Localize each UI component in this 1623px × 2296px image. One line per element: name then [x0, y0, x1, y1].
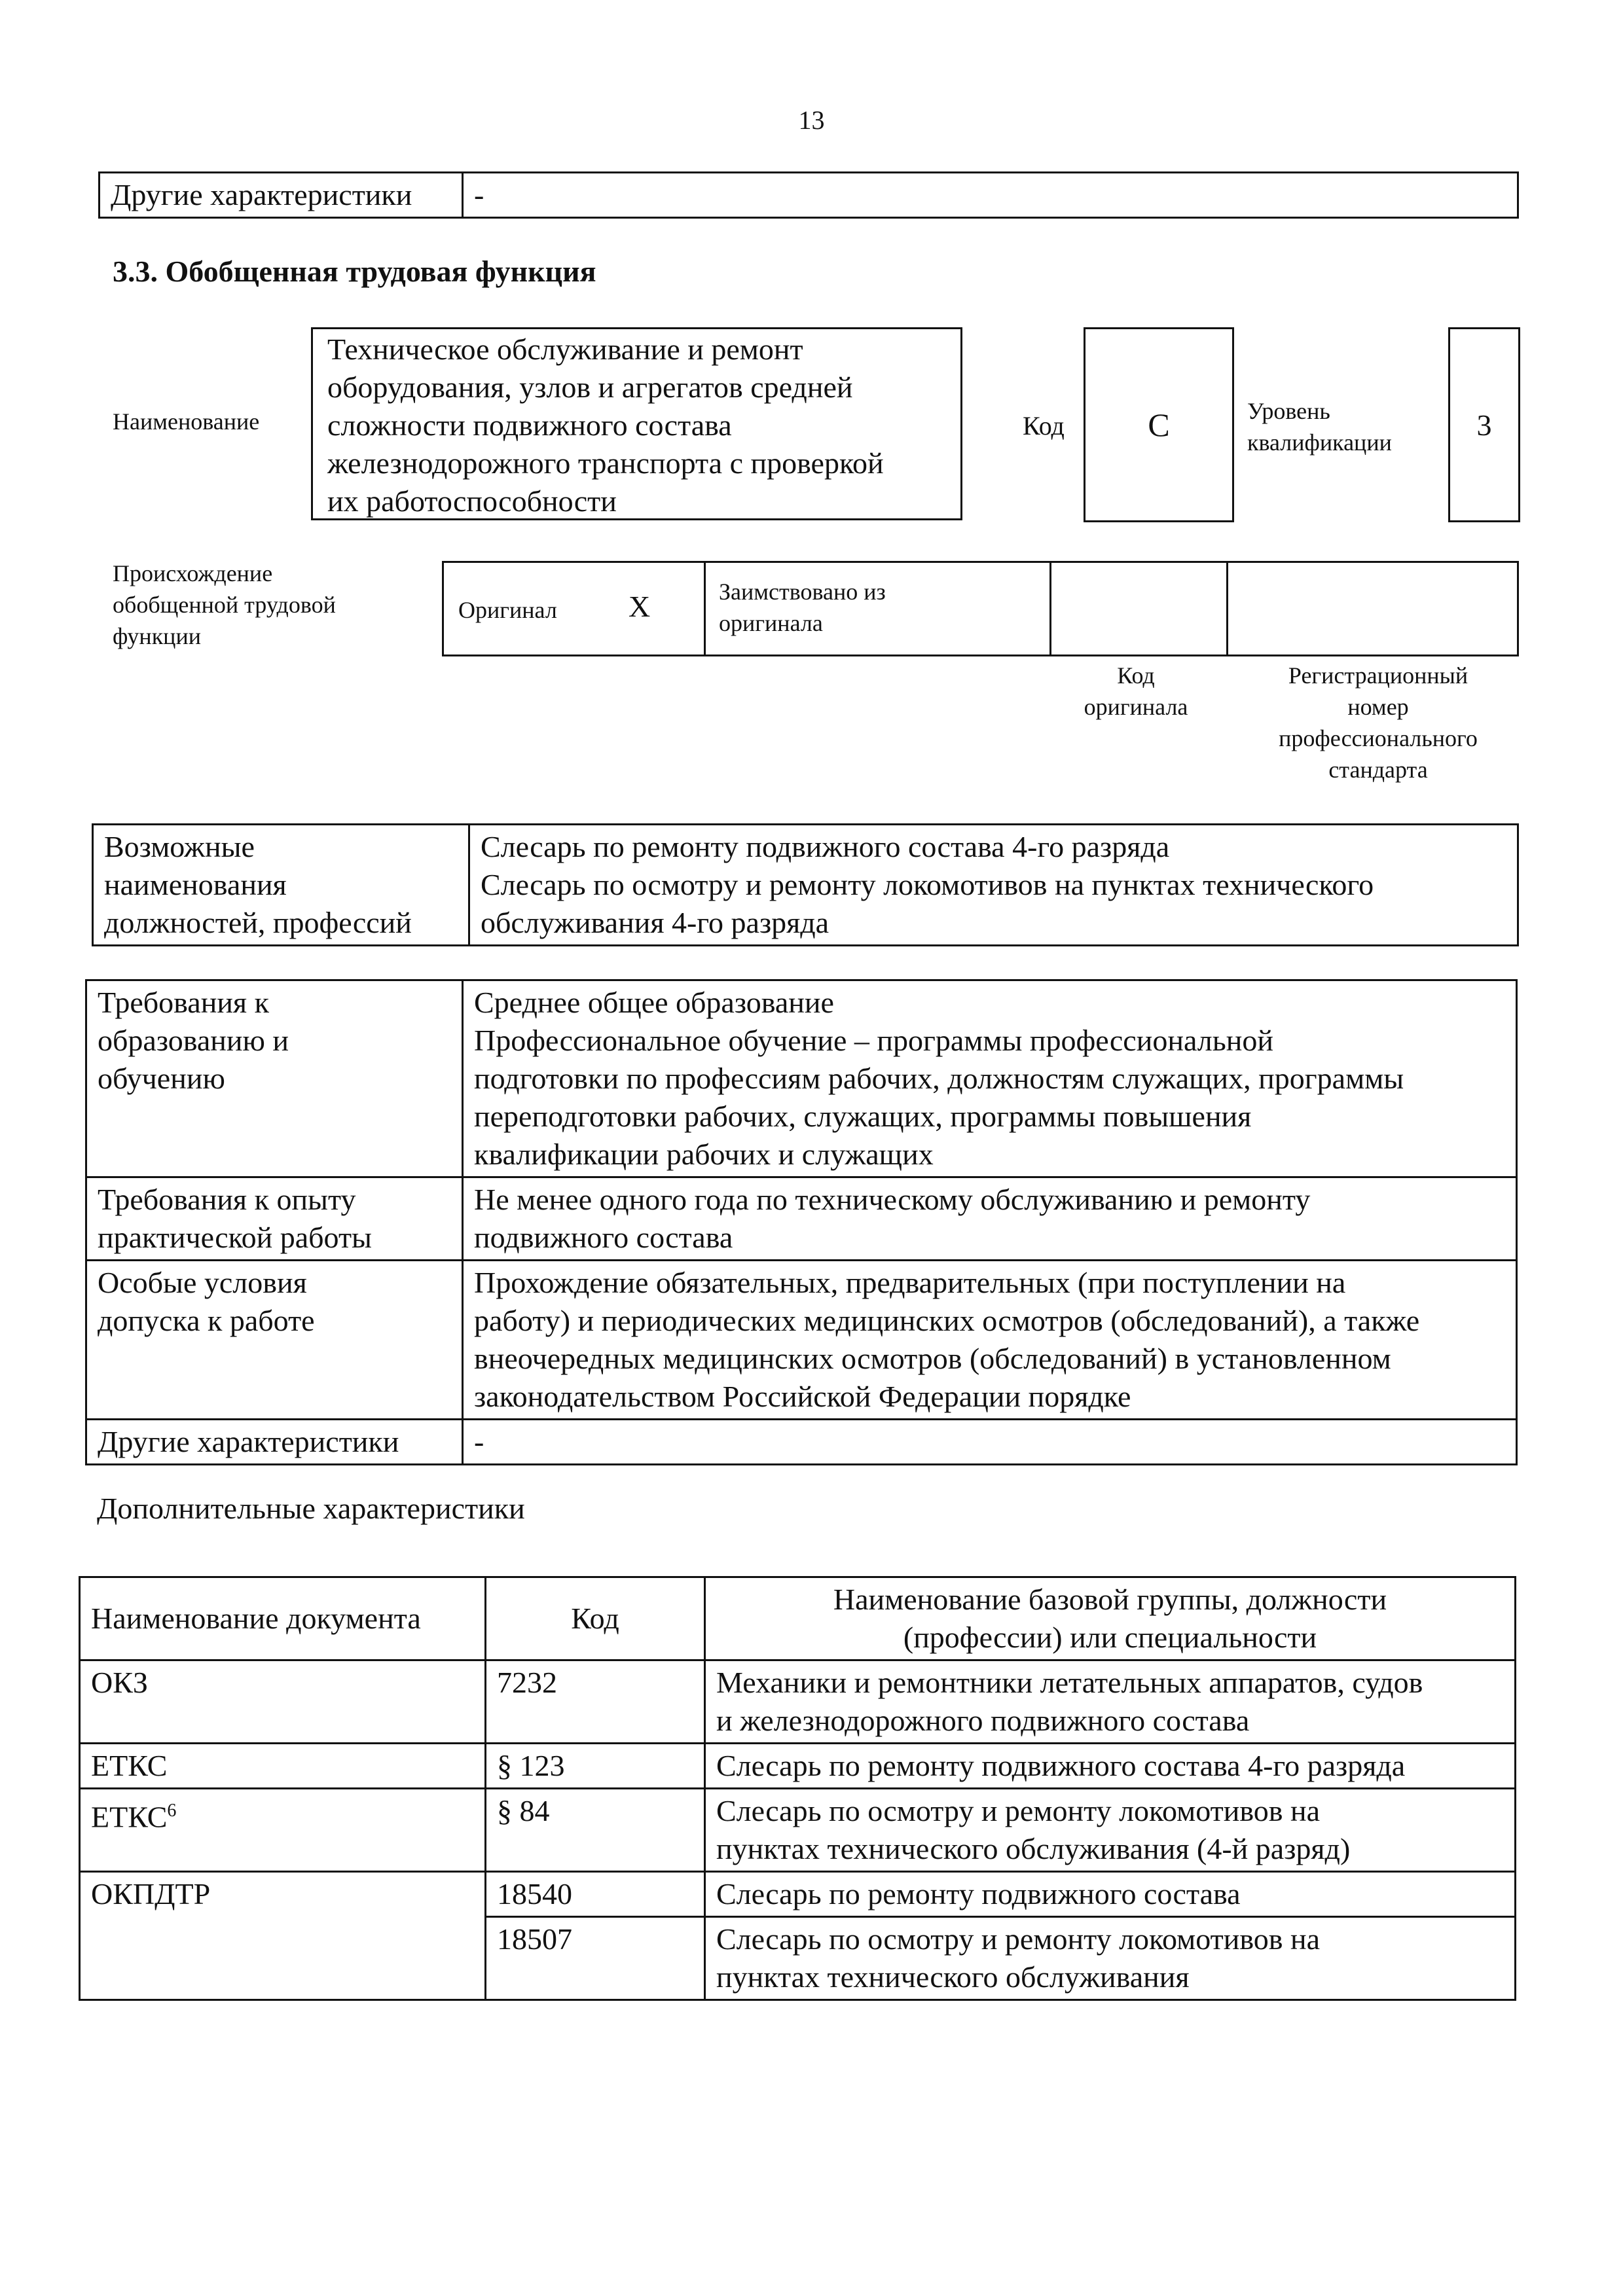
- header-name: [705, 1577, 1516, 1660]
- top-other-table: [98, 171, 1519, 219]
- requirement-label: [86, 1261, 463, 1420]
- requirement-value: [463, 1261, 1517, 1420]
- section-title: 3.3. Обобщенная трудовая функция: [113, 255, 596, 288]
- requirement-value-line: законодательством Российской Федерации порядке: [474, 1380, 1131, 1413]
- code-cell: § 123: [486, 1744, 705, 1789]
- requirement-label: [86, 980, 463, 1177]
- function-name-line: Техническое обслуживание и ремонт: [327, 332, 803, 366]
- requirement-label: [86, 1420, 463, 1465]
- function-name-line: сложности подвижного состава: [327, 408, 732, 442]
- doc-cell: ОКПДТР: [80, 1872, 486, 2000]
- function-name-box: [311, 327, 962, 520]
- name-cell: [705, 1872, 1516, 1917]
- code-value-box: [1084, 327, 1234, 522]
- requirement-value-line: -: [474, 1425, 484, 1458]
- name-line: Слесарь по осмотру и ремонту локомотивов на: [716, 1794, 1321, 1827]
- positions-value-line: Слесарь по ремонту подвижного состава 4-го разряда: [481, 830, 1170, 863]
- additional-row: [80, 1872, 1516, 1917]
- level-label-line: Уровень: [1247, 398, 1330, 424]
- level-value-box: [1448, 327, 1520, 522]
- requirement-label-line: обучению: [98, 1062, 225, 1095]
- requirement-label: [86, 1177, 463, 1261]
- requirement-value-line: квалификации рабочих и служащих: [474, 1138, 934, 1171]
- positions-label-line: Возможные: [104, 830, 255, 863]
- positions-value-line: Слесарь по осмотру и ремонту локомотивов на пунктах технического: [481, 868, 1374, 901]
- header-name-line: (профессии) или специальности: [903, 1621, 1317, 1654]
- origin-divider: [1226, 563, 1228, 655]
- requirement-value-line: Профессиональное обучение – программы профессиональной: [474, 1024, 1273, 1057]
- name-cell: [705, 1660, 1516, 1744]
- origin-divider: [704, 563, 706, 655]
- reg-number-caption: [1231, 660, 1525, 785]
- name-label: Наименование: [113, 408, 260, 435]
- origin-divider: [1049, 563, 1051, 655]
- doc-cell: ОКЗ: [80, 1660, 486, 1744]
- origin-label-line: Происхождение: [113, 560, 273, 586]
- other-characteristics-label: Другие характеристики: [100, 173, 463, 218]
- requirement-value-line: внеочередных медицинских осмотров (обследований) в установленном: [474, 1342, 1391, 1375]
- additional-row: [80, 1789, 1516, 1872]
- caption-line: оригинала: [1084, 694, 1188, 720]
- code-cell: 18540: [486, 1872, 705, 1917]
- requirement-label-line: практической работы: [98, 1221, 372, 1254]
- function-name-line: их работоспособности: [327, 484, 617, 518]
- name-line: Слесарь по осмотру и ремонту локомотивов на: [716, 1922, 1321, 1956]
- code-label: Код: [1023, 411, 1065, 440]
- positions-value-line: обслуживания 4-го разряда: [481, 906, 830, 939]
- origin-box: [442, 561, 1519, 656]
- footnote-marker: 6: [167, 1801, 177, 1821]
- requirement-value: [463, 1420, 1517, 1465]
- additional-table: [79, 1576, 1516, 2001]
- doc-text: ЕТКС: [91, 1800, 168, 1834]
- requirement-value-line: работу) и периодических медицинских осмотров (обследований), а также: [474, 1304, 1420, 1337]
- code-original-caption: [1041, 660, 1231, 723]
- name-cell: [705, 1744, 1516, 1789]
- caption-line: профессионального: [1279, 725, 1478, 751]
- header-name-line: Наименование базовой группы, должности: [833, 1583, 1387, 1616]
- requirement-value-line: переподготовки рабочих, служащих, программы повышения: [474, 1100, 1252, 1133]
- additional-title: Дополнительные характеристики: [97, 1492, 525, 1525]
- level-value: 3: [1476, 408, 1492, 442]
- doc-cell: [80, 1789, 486, 1872]
- function-name-line: оборудования, узлов и агрегатов средней: [327, 370, 853, 404]
- level-label: [1247, 395, 1392, 458]
- name-line: и железнодорожного подвижного состава: [716, 1704, 1250, 1737]
- origin-label-line: функции: [113, 623, 201, 649]
- page-number: 13: [798, 105, 825, 135]
- positions-label: [93, 825, 469, 946]
- requirement-row: [86, 1177, 1517, 1261]
- positions-label-line: должностей, профессий: [104, 906, 412, 939]
- function-name-line: железнодорожного транспорта с проверкой: [327, 446, 884, 480]
- positions-value: [469, 825, 1518, 946]
- code-value: C: [1148, 406, 1170, 443]
- additional-header-row: [80, 1577, 1516, 1660]
- name-line: Слесарь по ремонту подвижного состава 4-го разряда: [716, 1749, 1406, 1782]
- borrowed-label-line: оригинала: [719, 610, 823, 636]
- borrowed-label: [719, 576, 886, 639]
- requirement-value-line: Прохождение обязательных, предварительных (при поступлении на: [474, 1266, 1346, 1299]
- name-cell: [705, 1917, 1516, 2000]
- requirement-row: [86, 1261, 1517, 1420]
- requirement-value-line: подвижного состава: [474, 1221, 733, 1254]
- requirement-label-line: Особые условия: [98, 1266, 307, 1299]
- caption-line: стандарта: [1328, 757, 1428, 783]
- other-characteristics-value: -: [463, 173, 1518, 218]
- caption-line: Регистрационный: [1288, 662, 1468, 689]
- name-line: Механики и ремонтники летательных аппаратов, судов: [716, 1666, 1423, 1699]
- original-label: Оригинал: [458, 597, 557, 623]
- code-cell: 18507: [486, 1917, 705, 2000]
- requirement-label-line: образованию и: [98, 1024, 289, 1057]
- header-code: Код: [486, 1577, 705, 1660]
- requirement-row: [86, 1420, 1517, 1465]
- name-line: пунктах технического обслуживания (4-й разряд): [716, 1832, 1351, 1865]
- code-cell: § 84: [486, 1789, 705, 1872]
- original-mark: X: [629, 590, 651, 623]
- requirement-value-line: Среднее общее образование: [474, 986, 834, 1019]
- requirement-label-line: Другие характеристики: [98, 1425, 399, 1458]
- caption-line: Код: [1117, 662, 1155, 689]
- name-line: Слесарь по ремонту подвижного состава: [716, 1877, 1241, 1910]
- additional-row: [80, 1660, 1516, 1744]
- requirements-table: [85, 979, 1518, 1465]
- origin-label: [113, 558, 336, 652]
- name-cell: [705, 1789, 1516, 1872]
- origin-label-line: обобщенной трудовой: [113, 592, 336, 618]
- positions-table: [92, 823, 1519, 946]
- requirement-value-line: подготовки по профессиям рабочих, должностям служащих, программы: [474, 1062, 1404, 1095]
- requirement-value: [463, 980, 1517, 1177]
- requirement-label-line: Требования к опыту: [98, 1183, 356, 1216]
- level-label-line: квалификации: [1247, 429, 1392, 456]
- header-doc: Наименование документа: [80, 1577, 486, 1660]
- requirement-value: [463, 1177, 1517, 1261]
- requirement-value-line: Не менее одного года по техническому обслуживанию и ремонту: [474, 1183, 1311, 1216]
- additional-row: [80, 1744, 1516, 1789]
- doc-cell: ЕТКС: [80, 1744, 486, 1789]
- borrowed-label-line: Заимствовано из: [719, 579, 886, 605]
- name-line: пунктах технического обслуживания: [716, 1960, 1190, 1994]
- requirement-label-line: Требования к: [98, 986, 269, 1019]
- caption-line: номер: [1347, 694, 1409, 720]
- positions-label-line: наименования: [104, 868, 287, 901]
- requirement-row: [86, 980, 1517, 1177]
- code-cell: 7232: [486, 1660, 705, 1744]
- requirement-label-line: допуска к работе: [98, 1304, 315, 1337]
